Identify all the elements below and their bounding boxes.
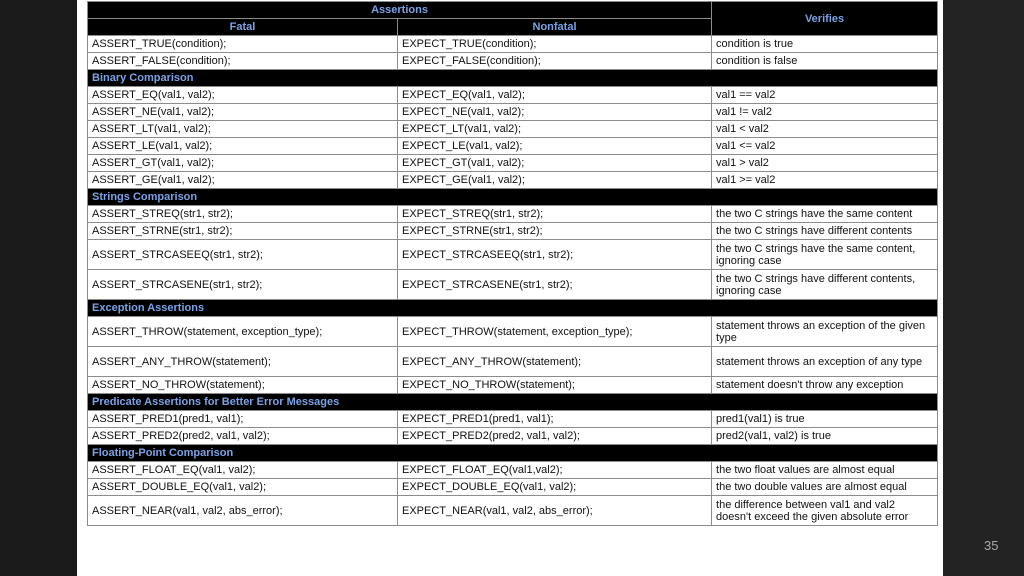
verifies-cell: statement throws an exception of any type <box>712 347 938 377</box>
verifies-cell: the two C strings have the same content <box>712 206 938 223</box>
verifies-cell: val1 >= val2 <box>712 172 938 189</box>
nonfatal-cell: EXPECT_LT(val1, val2); <box>398 121 712 138</box>
verifies-cell: pred1(val1) is true <box>712 411 938 428</box>
header-row-title <box>88 2 938 19</box>
fatal-cell: ASSERT_THROW(statement, exception_type); <box>88 317 398 347</box>
verifies-cell: the two C strings have different contents <box>712 223 938 240</box>
fatal-cell: ASSERT_PRED1(pred1, val1); <box>88 411 398 428</box>
fatal-cell: ASSERT_STREQ(str1, str2); <box>88 206 398 223</box>
nonfatal-cell: EXPECT_LE(val1, val2); <box>398 138 712 155</box>
table-row <box>88 496 938 526</box>
fatal-cell: ASSERT_LT(val1, val2); <box>88 121 398 138</box>
header-fatal: Fatal <box>88 19 398 36</box>
table-row <box>88 121 938 138</box>
nonfatal-cell: EXPECT_EQ(val1, val2); <box>398 87 712 104</box>
fatal-cell: ASSERT_NE(val1, val2); <box>88 104 398 121</box>
fatal-cell: ASSERT_EQ(val1, val2); <box>88 87 398 104</box>
table-row <box>88 53 938 70</box>
page-number: 35 <box>984 538 999 553</box>
verifies-cell: pred2(val1, val2) is true <box>712 428 938 445</box>
verifies-cell: val1 <= val2 <box>712 138 938 155</box>
table-row <box>88 428 938 445</box>
verifies-cell: the two double values are almost equal <box>712 479 938 496</box>
fatal-cell: ASSERT_DOUBLE_EQ(val1, val2); <box>88 479 398 496</box>
header-verifies: Verifies <box>712 2 938 36</box>
verifies-cell: condition is true <box>712 36 938 53</box>
verifies-cell: val1 < val2 <box>712 121 938 138</box>
verifies-cell: statement doesn't throw any exception <box>712 377 938 394</box>
table-row <box>88 138 938 155</box>
table-row <box>88 36 938 53</box>
table-row <box>88 270 938 300</box>
fatal-cell: ASSERT_FALSE(condition); <box>88 53 398 70</box>
section-row <box>88 189 938 206</box>
header-assertions: Assertions <box>88 2 712 19</box>
nonfatal-cell: EXPECT_STRCASENE(str1, str2); <box>398 270 712 300</box>
section-title: Strings Comparison <box>88 189 938 206</box>
section-row <box>88 70 938 87</box>
nonfatal-cell: EXPECT_PRED2(pred2, val1, val2); <box>398 428 712 445</box>
section-row <box>88 300 938 317</box>
fatal-cell: ASSERT_STRNE(str1, str2); <box>88 223 398 240</box>
verifies-cell: condition is false <box>712 53 938 70</box>
nonfatal-cell: EXPECT_GT(val1, val2); <box>398 155 712 172</box>
nonfatal-cell: EXPECT_NE(val1, val2); <box>398 104 712 121</box>
fatal-cell: ASSERT_PRED2(pred2, val1, val2); <box>88 428 398 445</box>
section-title: Exception Assertions <box>88 300 938 317</box>
verifies-cell: the two C strings have different contents, ignoring case <box>712 270 938 300</box>
fatal-cell: ASSERT_FLOAT_EQ(val1, val2); <box>88 462 398 479</box>
fatal-cell: ASSERT_GE(val1, val2); <box>88 172 398 189</box>
nonfatal-cell: EXPECT_FLOAT_EQ(val1,val2); <box>398 462 712 479</box>
nonfatal-cell: EXPECT_THROW(statement, exception_type); <box>398 317 712 347</box>
verifies-cell: val1 == val2 <box>712 87 938 104</box>
fatal-cell: ASSERT_GT(val1, val2); <box>88 155 398 172</box>
section-title: Predicate Assertions for Better Error Messages <box>88 394 938 411</box>
fatal-cell: ASSERT_STRCASEEQ(str1, str2); <box>88 240 398 270</box>
verifies-cell: statement throws an exception of the given type <box>712 317 938 347</box>
table-row <box>88 87 938 104</box>
section-row <box>88 445 938 462</box>
section-title: Binary Comparison <box>88 70 938 87</box>
table-body <box>88 36 938 526</box>
nonfatal-cell: EXPECT_GE(val1, val2); <box>398 172 712 189</box>
table-row <box>88 347 938 377</box>
fatal-cell: ASSERT_TRUE(condition); <box>88 36 398 53</box>
nonfatal-cell: EXPECT_STREQ(str1, str2); <box>398 206 712 223</box>
verifies-cell: the two float values are almost equal <box>712 462 938 479</box>
table-row <box>88 377 938 394</box>
verifies-cell: the difference between val1 and val2 doesn't exceed the given absolute error <box>712 496 938 526</box>
table-row <box>88 411 938 428</box>
nonfatal-cell: EXPECT_NO_THROW(statement); <box>398 377 712 394</box>
assertions-table <box>87 1 938 526</box>
nonfatal-cell: EXPECT_DOUBLE_EQ(val1, val2); <box>398 479 712 496</box>
table-row <box>88 172 938 189</box>
header-nonfatal: Nonfatal <box>398 19 712 36</box>
table-row <box>88 104 938 121</box>
fatal-cell: ASSERT_NO_THROW(statement); <box>88 377 398 394</box>
nonfatal-cell: EXPECT_TRUE(condition); <box>398 36 712 53</box>
verifies-cell: the two C strings have the same content, ignoring case <box>712 240 938 270</box>
nonfatal-cell: EXPECT_PRED1(pred1, val1); <box>398 411 712 428</box>
table-row <box>88 479 938 496</box>
nonfatal-cell: EXPECT_ANY_THROW(statement); <box>398 347 712 377</box>
table-row <box>88 206 938 223</box>
nonfatal-cell: EXPECT_STRNE(str1, str2); <box>398 223 712 240</box>
fatal-cell: ASSERT_NEAR(val1, val2, abs_error); <box>88 496 398 526</box>
slide-left-margin <box>0 0 77 576</box>
table-row <box>88 155 938 172</box>
fatal-cell: ASSERT_STRCASENE(str1, str2); <box>88 270 398 300</box>
nonfatal-cell: EXPECT_FALSE(condition); <box>398 53 712 70</box>
table-row <box>88 240 938 270</box>
fatal-cell: ASSERT_ANY_THROW(statement); <box>88 347 398 377</box>
section-title: Floating-Point Comparison <box>88 445 938 462</box>
verifies-cell: val1 != val2 <box>712 104 938 121</box>
table-row <box>88 317 938 347</box>
section-row <box>88 394 938 411</box>
nonfatal-cell: EXPECT_STRCASEEQ(str1, str2); <box>398 240 712 270</box>
table-row <box>88 223 938 240</box>
table-row <box>88 462 938 479</box>
fatal-cell: ASSERT_LE(val1, val2); <box>88 138 398 155</box>
verifies-cell: val1 > val2 <box>712 155 938 172</box>
nonfatal-cell: EXPECT_NEAR(val1, val2, abs_error); <box>398 496 712 526</box>
